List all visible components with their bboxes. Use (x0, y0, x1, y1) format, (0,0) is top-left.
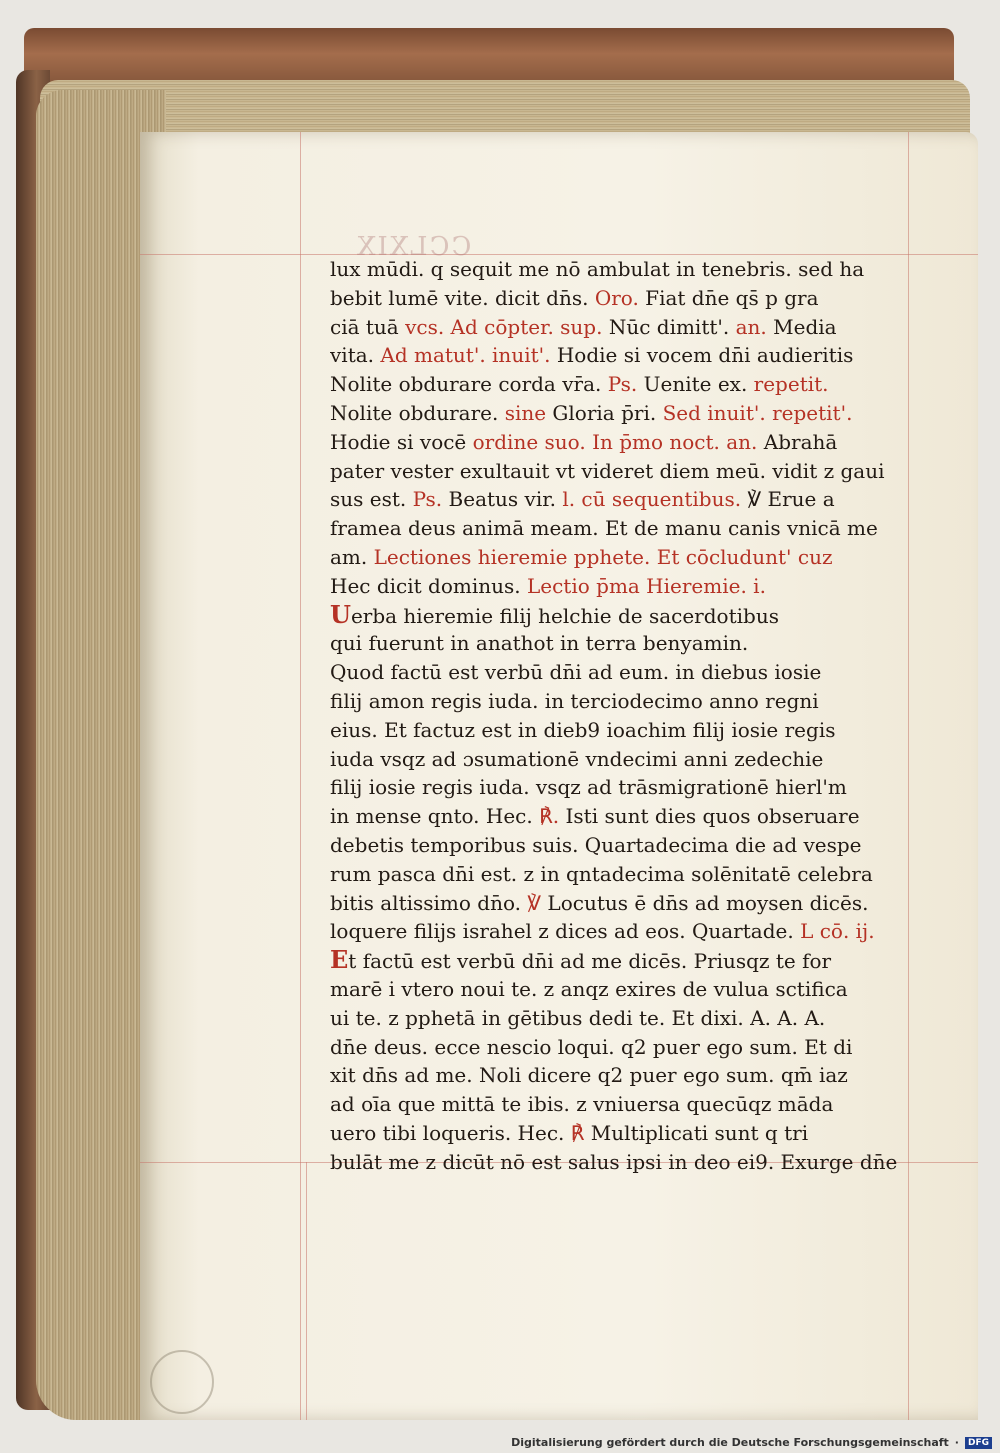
drop-initial: E (330, 946, 349, 975)
text-segment: xit dn̄s ad me. Noli dicere q2 puer ego sum. qm̄ iaz (330, 1063, 848, 1088)
rubric-segment: repetit. (753, 372, 829, 397)
text-segment: bitis altissimo dn̄o. (330, 890, 528, 915)
rubric-segment: Lectio p̄ma Hieremie. i. (526, 573, 766, 598)
rubric-segment: sine (504, 400, 547, 425)
text-segment: bulāt me z dicūt nō est salus ipsi in deo ei9. Exurge dn̄e (330, 1149, 898, 1174)
text-segment: pater vester exultauit vt videret diem meū. vidit z gaui (330, 458, 885, 483)
text-segment: Isti sunt dies quos obseruare (559, 804, 860, 829)
text-column (330, 255, 900, 1177)
text-line (330, 370, 900, 399)
text-line (330, 514, 900, 543)
text-segment: dn̄e deus. ecce nescio loqui. q2 puer ego sum. Et di (330, 1034, 853, 1059)
text-line (330, 1119, 900, 1148)
text-line (330, 745, 900, 774)
text-segment: marē i vtero noui te. z anqz exires de vulua sctifica (330, 976, 848, 1001)
text-segment: Hodie si vocem dn̄i audieritis (550, 343, 854, 368)
text-line (330, 773, 900, 802)
text-line (330, 341, 900, 370)
text-segment: framea deus animā meam. Et de manu canis vnicā me (330, 516, 878, 541)
text-segment: lux mūdi. q sequit me nō ambulat in tenebris. sed ha (330, 257, 865, 281)
text-segment: ad oīa que mittā te ibis. z vniuersa quecūqz māda (330, 1092, 834, 1117)
text-line (330, 802, 900, 831)
text-line (330, 946, 900, 975)
text-line (330, 485, 900, 514)
text-line (330, 687, 900, 716)
credit-text: Digitalisierung gefördert durch die Deutsche Forschungsgemeinschaft (511, 1436, 949, 1449)
text-segment: debetis temporibus suis. Quartadecima die ad vespe (330, 832, 862, 857)
text-line (330, 831, 900, 860)
text-segment: eius. Et factuz est in dieb9 ioachim filij iosie regis (330, 717, 836, 742)
text-segment: Nūc dimitt'. (602, 314, 736, 339)
text-segment: qui fuerunt in anathot in terra benyamin. (330, 631, 749, 656)
text-segment: Abrahā (757, 429, 838, 454)
drop-initial: U (330, 600, 351, 629)
text-line (330, 284, 900, 313)
text-segment: Fiat dn̄e qs̄ p gra (638, 285, 819, 310)
text-line (330, 1033, 900, 1062)
text-line (330, 629, 900, 658)
rubric-segment: an. (735, 314, 767, 339)
text-segment: filij iosie regis iuda. vsqz ad trāsmigrationē hierl'm (330, 775, 847, 800)
text-line (330, 313, 900, 342)
text-line (330, 658, 900, 687)
text-line (330, 399, 900, 428)
dfg-logo: DFG (965, 1437, 992, 1449)
text-line (330, 1090, 900, 1119)
text-segment: rum pasca dn̄i est. z in qntadecima solēnitatē celebra (330, 861, 873, 886)
rubric-segment: Ps. (607, 372, 638, 397)
text-line (330, 457, 900, 486)
margin-rule-left (300, 132, 301, 1420)
text-segment: iuda vsqz ad ɔsumationē vndecimi anni zedechie (330, 746, 824, 771)
margin-rule-right (908, 132, 909, 1420)
text-segment: Hec dicit dominus. (330, 573, 527, 598)
margin-rule-lower (306, 1162, 307, 1420)
text-line (330, 716, 900, 745)
text-segment: Multiplicati sunt q tri (584, 1120, 809, 1145)
rubric-segment: vcs. Ad cōpter. sup. (405, 314, 603, 339)
rubric-segment: L cō. ij. (800, 919, 875, 944)
text-segment: uero tibi loqueris. Hec. (330, 1120, 571, 1145)
text-line (330, 860, 900, 889)
text-line (330, 572, 900, 601)
text-line (330, 1061, 900, 1090)
folio-number-showthrough: CCLXIX (355, 232, 472, 262)
rubric-segment: Ps. (412, 487, 443, 512)
text-line (330, 889, 900, 918)
text-line (330, 975, 900, 1004)
text-line (330, 1148, 900, 1177)
rubric-segment: ℣ (527, 890, 542, 915)
rubric-segment: Lectiones hieremie pphete. Et cōcludunt' cuz (373, 544, 833, 569)
text-segment: sus est. (330, 487, 413, 512)
text-segment: t factū est verbū dn̄i ad me dicēs. Priusqz te for (348, 949, 832, 974)
text-segment: ui te. z pphetā in gētibus dedi te. Et dixi. A. A. A. (330, 1005, 826, 1030)
rubric-segment: ℟. (539, 804, 560, 829)
text-segment: Nolite obdurare. (330, 400, 505, 425)
text-line (330, 1004, 900, 1033)
digitization-credit: Digitalisierung gefördert durch die Deutsche Forschungsgemeinschaft · DFG (511, 1436, 992, 1449)
text-segment: Media (766, 314, 837, 339)
text-segment: Quod factū est verbū dn̄i ad eum. in diebus iosie (330, 660, 822, 685)
text-segment: bebit lumē vite. dicit dn̄s. (330, 285, 595, 310)
text-line (330, 255, 900, 284)
text-line (330, 601, 900, 630)
text-line (330, 917, 900, 946)
text-line (330, 428, 900, 457)
rubric-segment: Sed inuit'. repetit'. (662, 400, 853, 425)
text-segment: filij amon regis iuda. in terciodecimo anno regni (330, 688, 819, 713)
text-segment: vita. (330, 343, 381, 368)
text-segment: ℣ Erue a (741, 487, 835, 512)
rubric-segment: ordine suo. In p̄mo noct. an. (472, 429, 758, 454)
rubric-segment: Oro. (594, 285, 639, 310)
text-segment: am. (330, 544, 374, 569)
rubric-segment: l. cū sequentibus. (562, 487, 742, 512)
text-segment: ciā tuā (330, 314, 406, 339)
text-segment: Hodie si vocē (330, 429, 473, 454)
text-segment: erba hieremie filij helchie de sacerdotibus (350, 603, 779, 628)
rubric-segment: ℟ (570, 1120, 585, 1145)
text-segment: loquere filijs israhel z dices ad eos. Quartade. (330, 919, 801, 944)
text-segment: Gloria p̄ri. (546, 400, 663, 425)
text-line (330, 543, 900, 572)
text-segment: Beatus vir. (442, 487, 563, 512)
rubric-segment: Ad matut'. inuit'. (380, 343, 551, 368)
text-segment: Uenite ex. (637, 372, 754, 397)
text-segment: in mense qnto. Hec. (330, 804, 540, 829)
text-segment: Nolite obdurare corda vr̄a. (330, 372, 608, 397)
text-segment: Locutus ē dn̄s ad moysen dicēs. (541, 890, 869, 915)
clasp-mark (150, 1350, 214, 1414)
